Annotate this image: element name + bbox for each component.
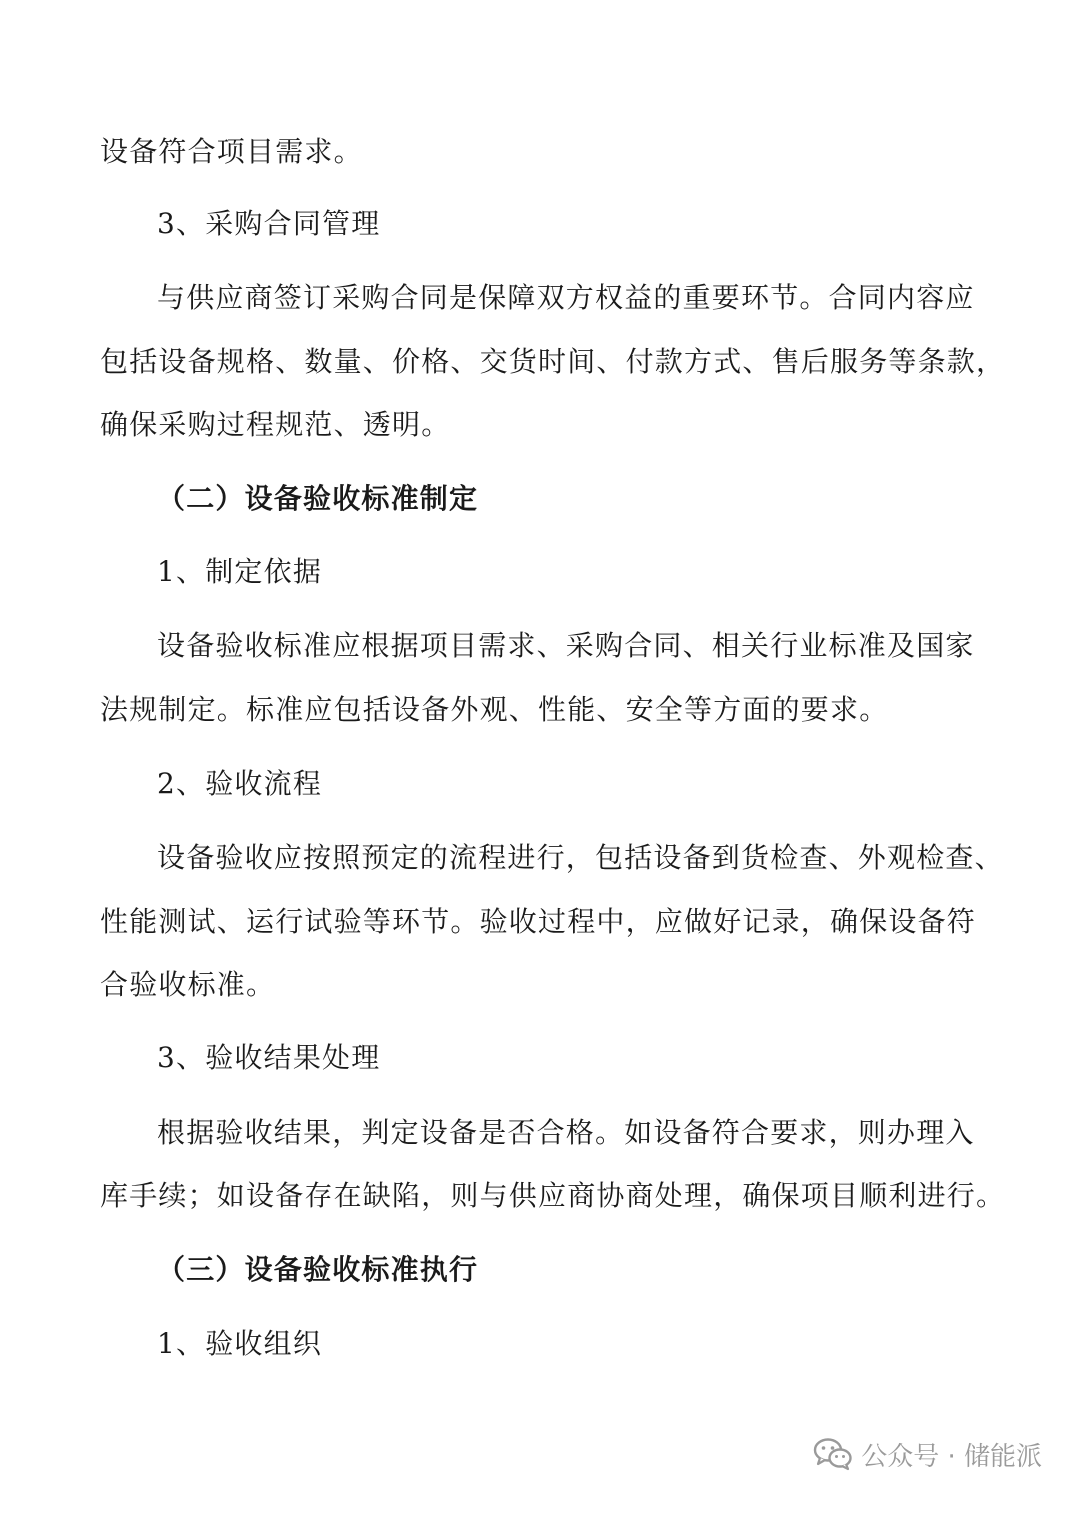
paragraph-line: 法规制定。标准应包括设备外观、性能、安全等方面的要求。	[100, 693, 889, 726]
subsection-heading: 1、验收组织	[157, 1327, 323, 1360]
paragraph-line: 设备符合项目需求。	[100, 135, 363, 168]
subsection-heading: 3、验收结果处理	[157, 1041, 381, 1074]
paragraph-line: 设备验收标准应根据项目需求、采购合同、相关行业标准及国家	[157, 629, 975, 662]
paragraph-line: 合验收标准。	[100, 968, 276, 1001]
paragraph-line: 确保采购过程规范、透明。	[100, 408, 451, 441]
subsection-heading: 1、制定依据	[157, 555, 323, 588]
wechat-icon	[813, 1437, 853, 1471]
paragraph-line: 根据验收结果，判定设备是否合格。如设备符合要求，则办理入	[157, 1116, 975, 1149]
paragraph-line: 设备验收应按照预定的流程进行，包括设备到货检查、外观检查、	[157, 841, 1004, 874]
watermark-text: 公众号 · 储能派	[861, 1441, 1042, 1472]
paragraph-line: 性能测试、运行试验等环节。验收过程中，应做好记录，确保设备符	[100, 905, 977, 938]
watermark	[813, 1432, 1042, 1476]
paragraph-line: 与供应商签订采购合同是保障双方权益的重要环节。合同内容应	[157, 281, 975, 314]
subsection-heading: 3、采购合同管理	[157, 207, 381, 240]
paragraph-line: 包括设备规格、数量、价格、交货时间、付款方式、售后服务等条款，	[100, 345, 1006, 378]
section-heading: （三）设备验收标准执行	[157, 1253, 479, 1286]
subsection-heading: 2、验收流程	[157, 767, 323, 800]
section-heading: （二）设备验收标准制定	[157, 482, 479, 515]
paragraph-line: 库手续；如设备存在缺陷，则与供应商协商处理，确保项目顺利进行。	[100, 1179, 1006, 1212]
